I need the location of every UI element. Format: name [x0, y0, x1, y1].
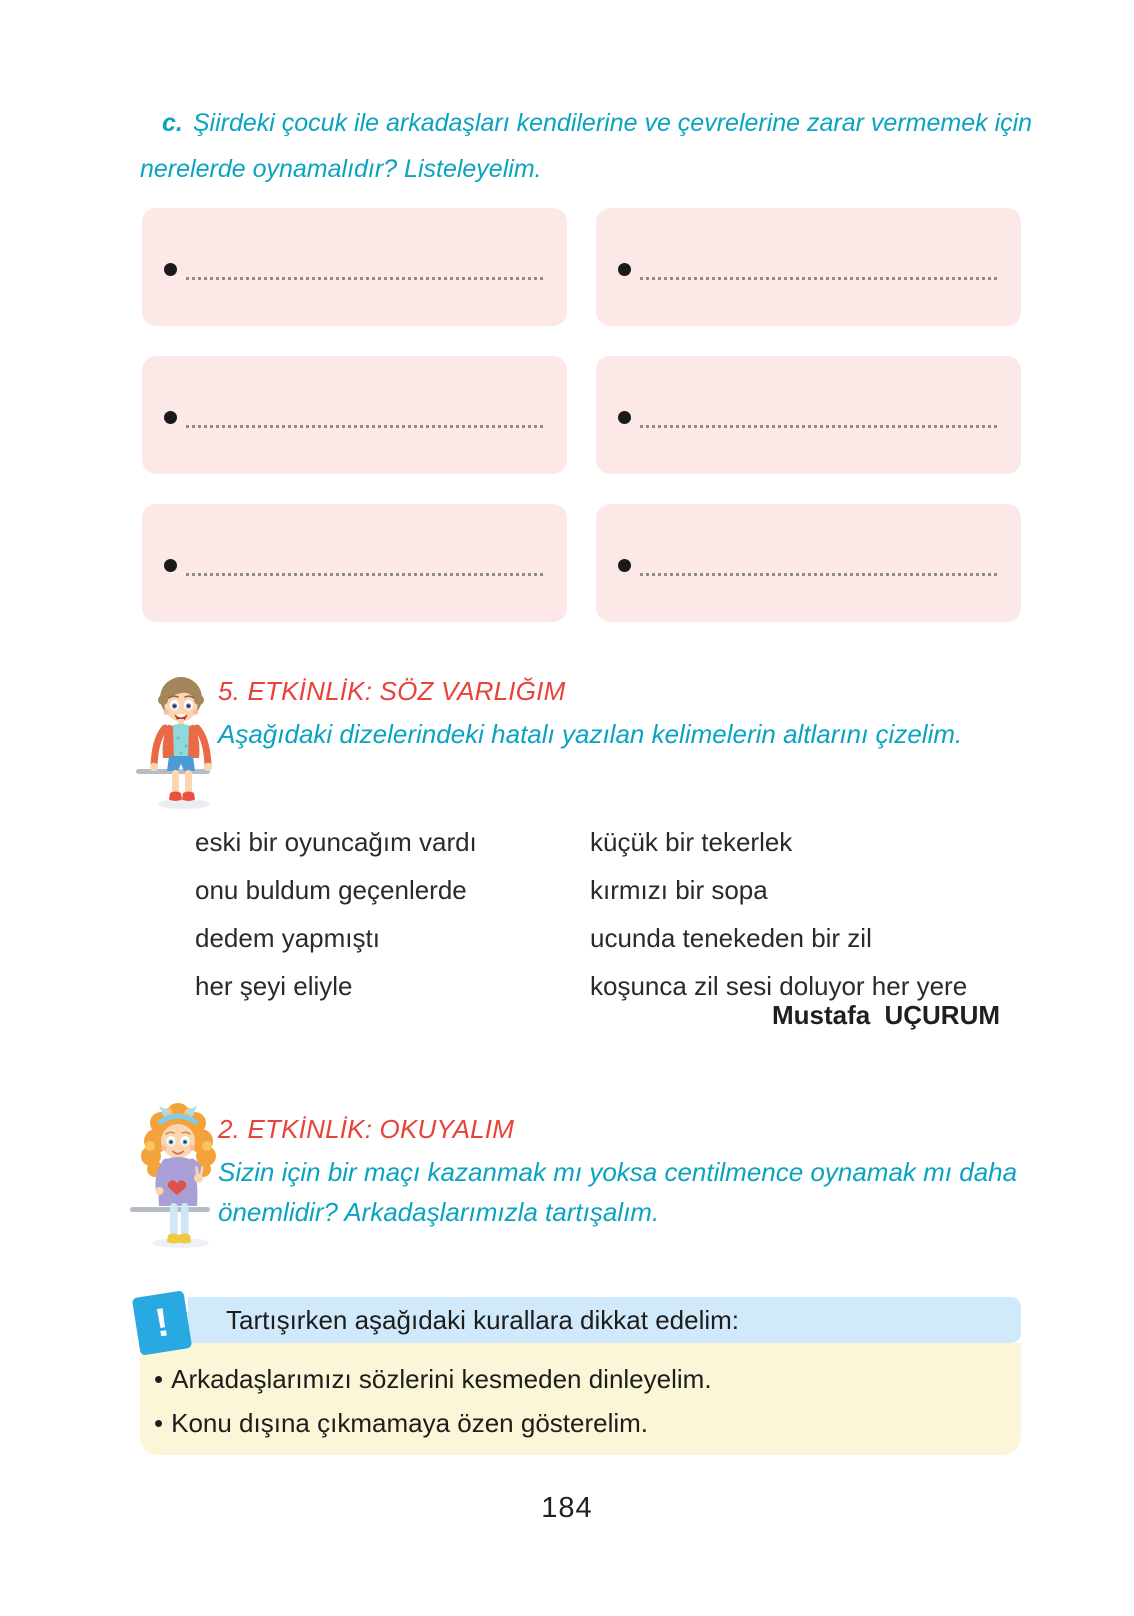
- answer-line-4[interactable]: [618, 406, 999, 428]
- bullet-icon: [164, 411, 177, 424]
- note-body: [140, 1343, 1021, 1455]
- bullet-icon: [164, 263, 177, 276]
- poem-line: ucunda tenekeden bir zil: [590, 923, 872, 953]
- poem-line: her şeyi eliyle: [195, 971, 353, 1001]
- poem-line: eski bir oyuncağım vardı: [195, 827, 477, 857]
- activity2-title: 2. ETKİNLİK: OKUYALIM: [218, 1114, 515, 1144]
- answer-box-5: [142, 504, 567, 622]
- boy-illustration: [134, 672, 229, 812]
- girl-illustration: [126, 1096, 231, 1251]
- poem-line: onu buldum geçenlerde: [195, 875, 467, 905]
- activity5-title: 5. ETKİNLİK: SÖZ VARLIĞIM: [218, 676, 566, 706]
- dotted-answer-line[interactable]: [186, 255, 543, 280]
- note-rule-2: [154, 1401, 1001, 1445]
- note-rule-1: [154, 1357, 1001, 1401]
- answer-box-6: [596, 504, 1021, 622]
- dotted-answer-line[interactable]: [640, 551, 997, 576]
- poem-line: dedem yapmıştı: [195, 923, 380, 953]
- note-rule-text: Arkadaşlarımızı sözlerini kesmeden dinleyelim.: [171, 1364, 712, 1394]
- dotted-answer-line[interactable]: [186, 403, 543, 428]
- poem-line: kırmızı bir sopa: [590, 875, 768, 905]
- note-rule-text: Konu dışına çıkmamaya özen gösterelim.: [171, 1408, 649, 1438]
- bullet-icon: [618, 559, 631, 572]
- activity5-instruction: Aşağıdaki dizelerindeki hatalı yazılan kelimelerin altlarını çizelim.: [218, 719, 963, 749]
- note-header-band: [188, 1297, 1021, 1343]
- activity2-instruction: Sizin için bir maçı kazanmak mı yoksa centilmence oynamak mı daha önemlidir? Arkadaşlarımızla tartışalım.: [218, 1157, 1018, 1227]
- exclamation-icon: [132, 1290, 192, 1355]
- answer-line-6[interactable]: [618, 554, 999, 576]
- answer-box-3: [142, 356, 567, 474]
- answer-line-2[interactable]: [618, 258, 999, 280]
- dotted-answer-line[interactable]: [640, 403, 997, 428]
- page-number: 184: [541, 1492, 593, 1524]
- question-c-text: Şiirdeki çocuk ile arkadaşları kendilerine ve çevrelerine zarar vermemek için nerelerde oynamalıdır? Listeleyelim.: [140, 109, 1033, 183]
- poem-right-column: [590, 818, 967, 1010]
- answer-line-5[interactable]: [164, 554, 545, 576]
- exclamation-glyph: !: [151, 1299, 172, 1346]
- poem-left-column: [195, 818, 477, 1010]
- bullet-char: •: [154, 1408, 164, 1438]
- answer-box-2: [596, 208, 1021, 326]
- poem-line: koşunca zil sesi doluyor her yere: [590, 971, 968, 1001]
- note-header-text: Tartışırken aşağıdaki kurallara dikkat edelim:: [226, 1304, 740, 1335]
- poem-author: Mustafa UÇURUM: [772, 1000, 1000, 1030]
- question-c-label: c.: [162, 109, 183, 137]
- bullet-icon: [164, 559, 177, 572]
- answer-line-3[interactable]: [164, 406, 545, 428]
- dotted-answer-line[interactable]: [640, 255, 997, 280]
- answer-box-1: [142, 208, 567, 326]
- answer-line-1[interactable]: [164, 258, 545, 280]
- bullet-icon: [618, 411, 631, 424]
- poem-line: küçük bir tekerlek: [590, 827, 793, 857]
- bullet-icon: [618, 263, 631, 276]
- dotted-answer-line[interactable]: [186, 551, 543, 576]
- question-c: [140, 100, 1040, 192]
- bullet-char: •: [154, 1364, 164, 1394]
- answer-box-4: [596, 356, 1021, 474]
